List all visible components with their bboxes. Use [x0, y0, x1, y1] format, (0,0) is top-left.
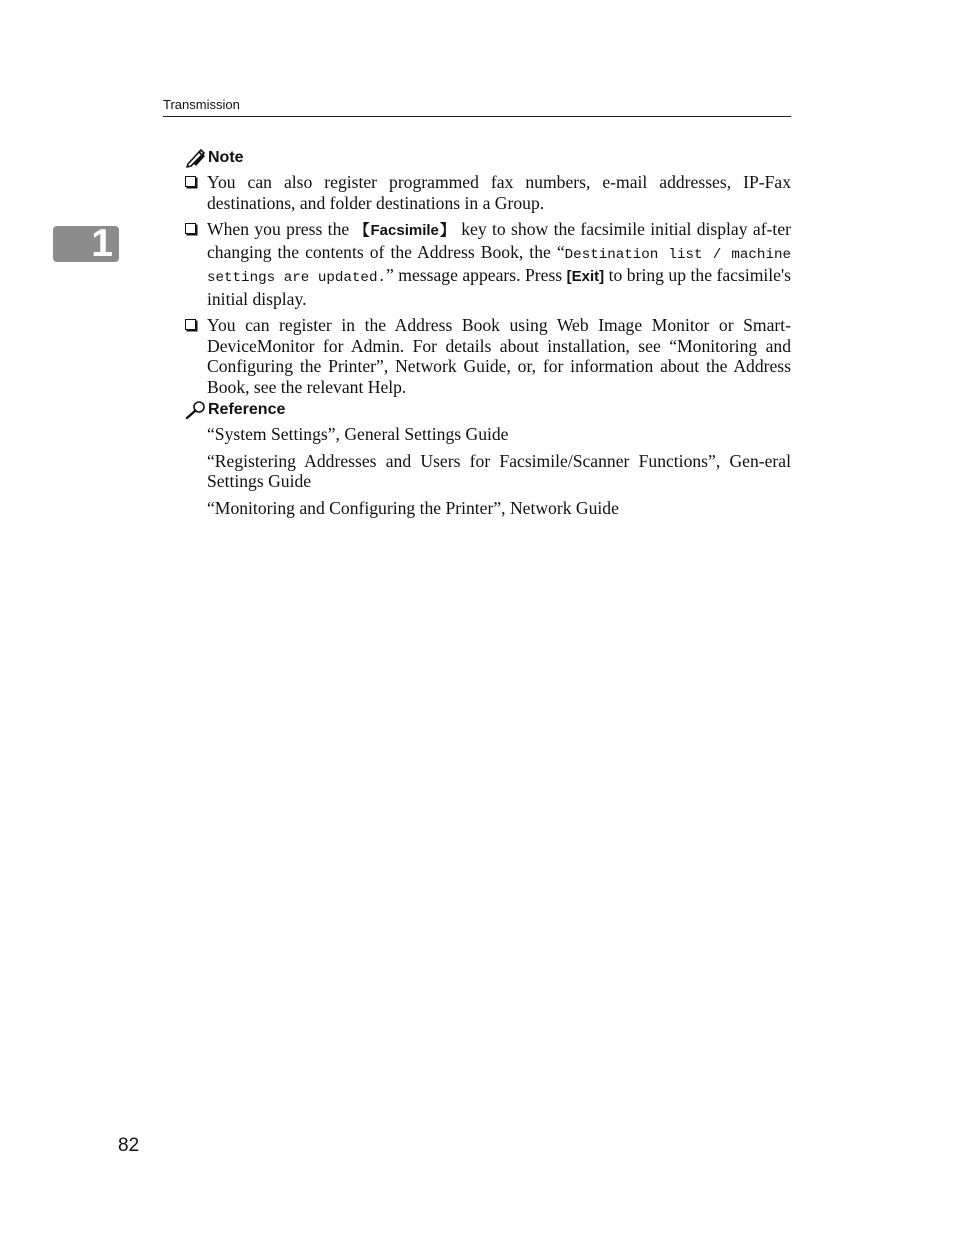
page-number: 82: [118, 1135, 140, 1156]
note-title: Note: [208, 149, 244, 166]
note-item-text: You can also register programmed fax numbers, e-mail addresses, IP-Fax destinations, and folder destinations in a Group.: [207, 172, 791, 213]
checkbox-bullet-icon: [185, 223, 196, 234]
running-header: [163, 96, 791, 117]
reference-item: “Registering Addresses and Users for Facsimile/Scanner Functions”, Gen-eral Settings Guide: [207, 450, 791, 491]
list-item: [185, 172, 791, 213]
list-item: [185, 219, 791, 309]
display-message: Destination list / machine settings are updated.: [207, 246, 791, 286]
note-item-text: When you press the: [207, 219, 355, 239]
exit-key-label: [Exit]: [566, 268, 605, 285]
magnifier-icon: [185, 400, 207, 420]
chapter-number: 1: [91, 222, 113, 265]
reference-title: Reference: [208, 401, 286, 418]
reference-item: “System Settings”, General Settings Guide: [207, 424, 509, 444]
reference-item: “Monitoring and Configuring the Printer”, Network Guide: [207, 497, 619, 518]
checkbox-bullet-icon: [185, 176, 196, 187]
note-list: [185, 172, 791, 403]
section-title: Transmission: [163, 97, 240, 112]
checkbox-bullet-icon: [185, 319, 196, 330]
list-item: [185, 315, 791, 397]
chapter-tab: [53, 222, 119, 265]
note-heading: [185, 148, 244, 168]
pencil-icon: [185, 148, 207, 168]
note-item-text: to bring up the facsimile's initial display.: [207, 265, 792, 309]
reference-list: [207, 424, 791, 524]
reference-heading: [185, 400, 285, 420]
note-item-text: ” message appears. Press: [385, 265, 567, 285]
facsimile-key-label: 【Facsimile】: [354, 222, 456, 239]
note-item-text: You can register in the Address Book using Web Image Monitor or Smart-DeviceMonitor for Admin. For details about installation, see “Monitoring and Configuring the Printer”, Network Guide, or, for information about the Address Book, see the relevant Help.: [207, 315, 791, 397]
note-item-text: key to show the facsimile initial display af-ter changing the contents of the Address Book, the “: [207, 219, 791, 262]
